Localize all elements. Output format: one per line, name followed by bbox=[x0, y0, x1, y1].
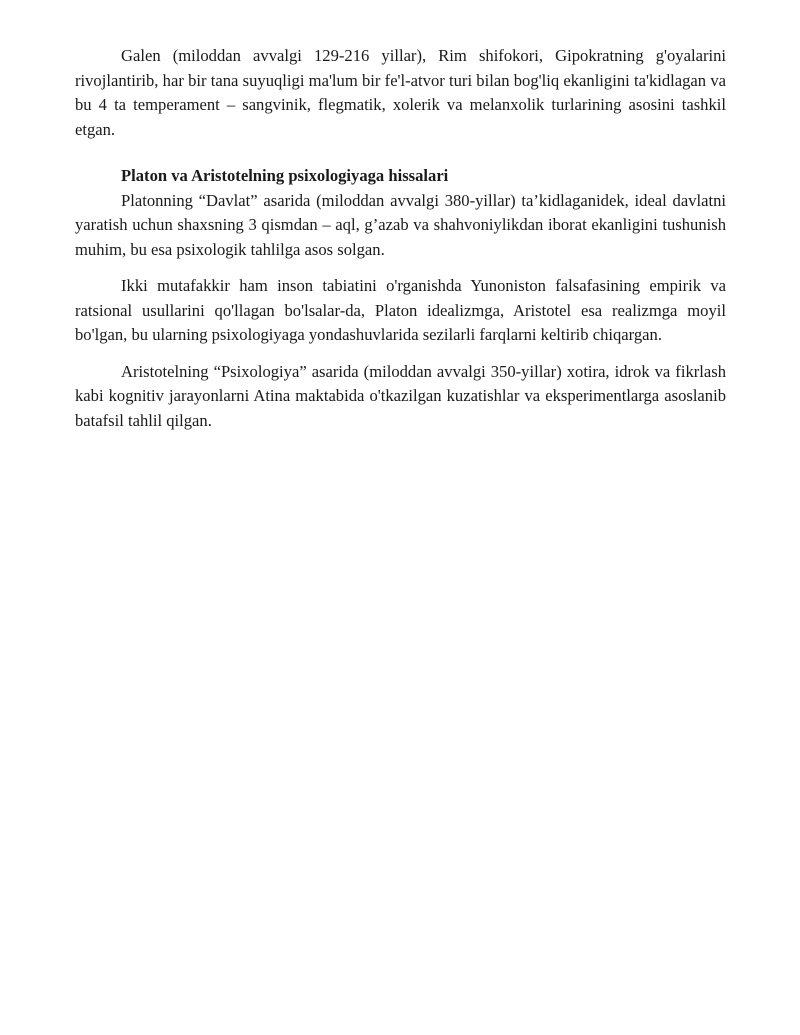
paragraph-thinkers: Ikki mutafakkir ham inson tabiatini o'rganishda Yunoniston falsafasining empirik va ratsional usullarini qo'llagan bo'lsalar-da, Platon idealizmga, Aristotel esa realizmga moyil bo'lgan, bu ularning psixologiyaga yondashuvlarida sezilarli farqlarni keltirib chiqargan. bbox=[75, 276, 726, 344]
paragraph-aristotel: Aristotelning “Psixologiya” asarida (miloddan avvalgi 350-yillar) xotira, idrok va fikrlash kabi kognitiv jarayonlarni Atina maktabida o'tkazilgan kuzatishlar va eksperimentlarga asoslanib batafsil tahlil qilgan. bbox=[75, 361, 726, 430]
section-heading: Platon va Aristotelning psixologiyaga hissalari bbox=[121, 166, 449, 185]
paragraph-galen: Galen (miloddan avvalgi 129-216 yillar), Rim shifokori, Gipokratning g'oyalarini rivojlantirib, har bir tana suyuqligi ma'lum bir fe'l-atvor turi bilan bog'liq ekanligini ta'kidlagan va bu 4 ta temperament – sangvinik, flegmatik, xolerik va melanxolik turlarining asosini tashkil etgan. bbox=[75, 46, 726, 139]
paragraph-platon: Platonning “Davlat” asarida (miloddan avvalgi 380-yillar) ta’kidlaganidek, ideal davlatni yaratish uchun shaxsning 3 qismdan – aql, g’azab va shahvoniylikdan iborat ekanligini tushunish muhim, bu esa psixologik tahlilga asos solgan. bbox=[75, 190, 726, 259]
document-page bbox=[75, 44, 726, 433]
